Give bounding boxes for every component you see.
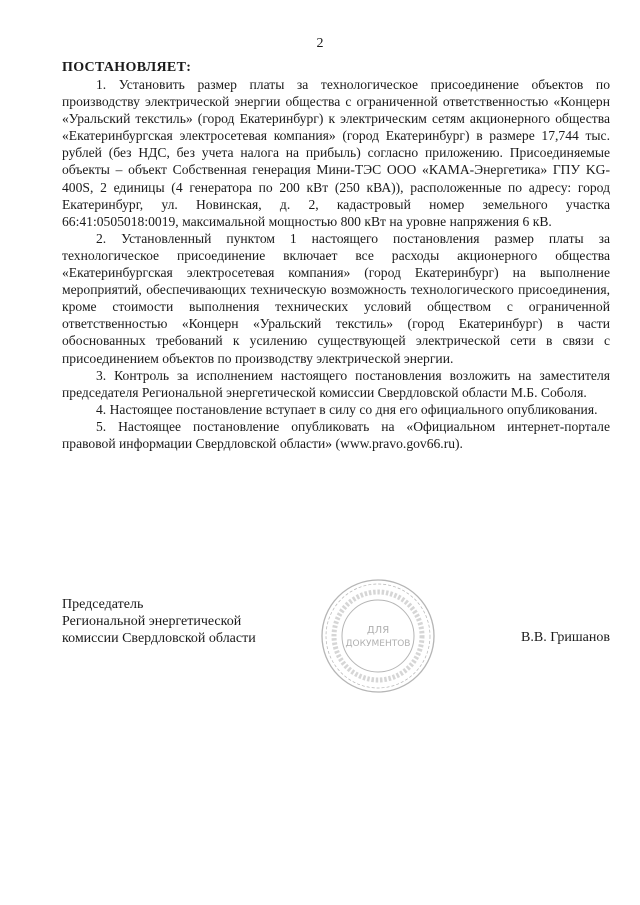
- signatory-title-line: Региональной энергетической: [62, 614, 242, 629]
- seal-center-text: ДОКУМЕНТОВ: [345, 639, 411, 649]
- signatory-name: В.В. Гришанов: [521, 630, 610, 645]
- paragraph-4: 4. Настоящее постановление вступает в силу со дня его официального опубликования.: [96, 401, 598, 417]
- resolution-heading: ПОСТАНОВЛЯЕТ:: [62, 60, 192, 75]
- signatory-title-line: Председатель: [62, 597, 144, 612]
- signatory-title: [62, 596, 256, 647]
- seal-text-band: [334, 592, 422, 680]
- paragraph-5: 5. Настоящее постановление опубликовать на «Официальном интернет-портале правовой информации Свердловской области» (www.pravo.gov66.ru).: [62, 418, 610, 451]
- signatory-title-line: комиссии Свердловской области: [62, 631, 256, 646]
- paragraph-3: 3. Контроль за исполнением настоящего постановления возложить на заместителя председателя Региональной энергетической комиссии Свердловской области М.Б. Соболя.: [62, 367, 610, 400]
- seal-center-text: ДЛЯ: [366, 625, 390, 636]
- paragraph-2: 2. Установленный пунктом 1 настоящего постановления размер платы за технологическое присоединение включает все расходы акционерного общества «Екатеринбургская электросетевая компания» (город Екатеринбург) на выполнение мероприятий, обеспечивающих техническую возможность технологического присоединения, кроме стоимости выполнения технических условий обществом с ограниченной ответственностью «Концерн «Уральский текстиль» (город Екатеринбург) в части обоснованных требований к усилению существующей электрической сети в связи с присоединением объектов по производству электрической энергии.: [62, 230, 610, 366]
- seal-outer-ring: [322, 580, 434, 692]
- seal-inner-ring: [342, 600, 414, 672]
- paragraph-1: 1. Установить размер платы за технологическое присоединение объектов по производству электрической энергии общества с ограниченной ответственностью «Концерн «Уральский текстиль» (город Екатеринбург) к электрическим сетям акционерного общества «Екатеринбургская электросетевая компания» (город Екатеринбург) в размере 17,744 тыс. рублей (без НДС, без учета налога на прибыль) согласно приложению. Присоединяемые объекты – объект Собственная генерация Мини-ТЭС ООО «КАМА-Энергетика» ГПУ KG-400S, 2 единицы (4 генератора по 200 кВт (250 кВА)), расположенные по адресу: город Екатеринбург, ул. Новинская, д. 2, кадастровый номер земельного участка 66:41:0505018:0019, максимальной мощностью 800 кВт на уровне напряжения 6 кВ.: [62, 77, 610, 229]
- document-body: [62, 76, 610, 452]
- page-number: 2: [316, 36, 324, 51]
- official-seal-stamp: [318, 576, 438, 696]
